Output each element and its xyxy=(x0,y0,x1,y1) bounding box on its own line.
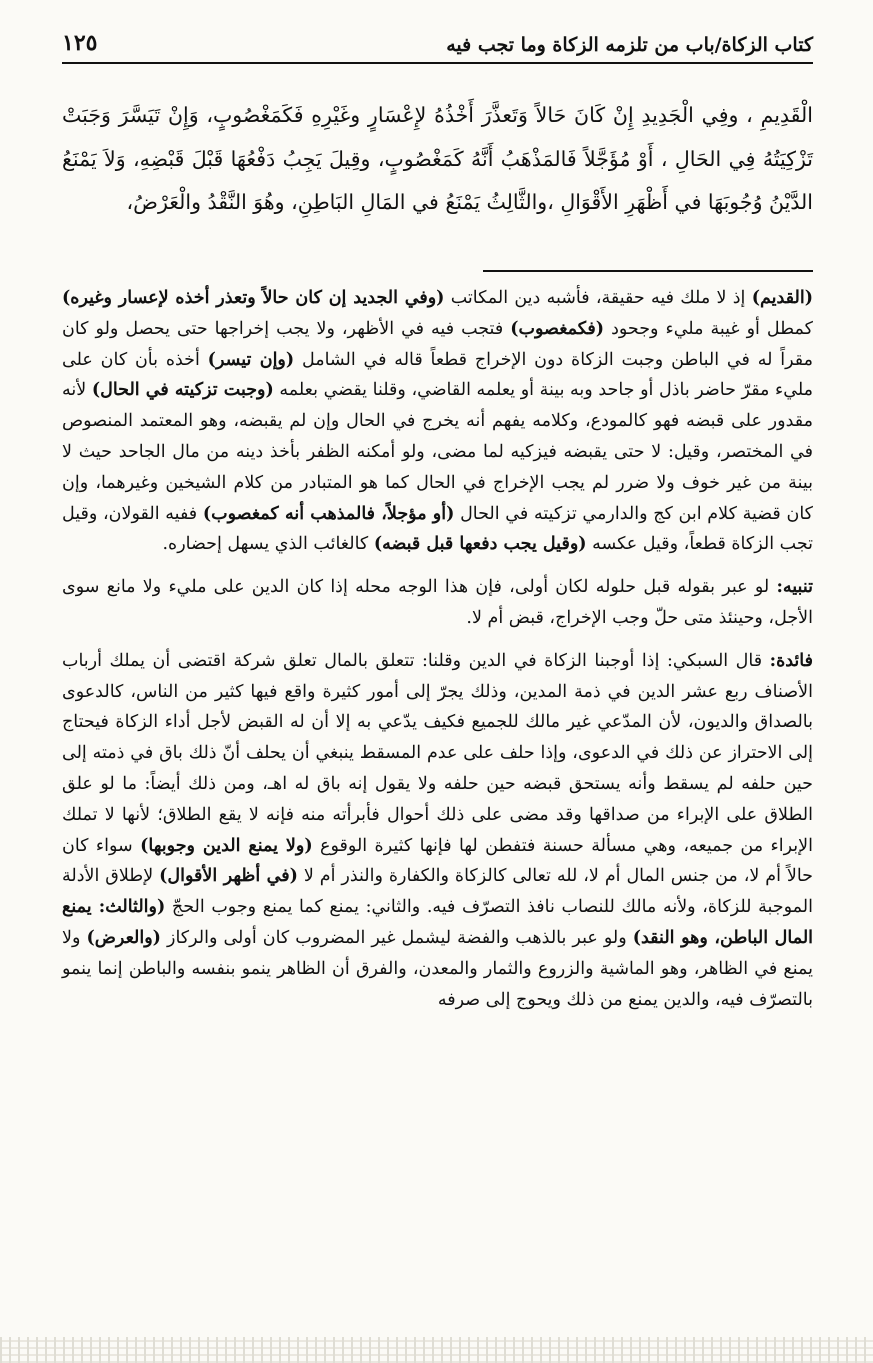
quoted-matn-segment: (وفي الجديد إن كان حالاً وتعذر أخذه لإعسار وغيره) xyxy=(62,288,445,308)
commentary-text-segment: ولا يمنع في الظاهر، وهو الماشية والزروع والثمار والمعدن، والفرق أن الظاهر ينمو بنفسه والباطن إنما ينمو بالتصرّف فيه، والدين يمنع من ذلك ويحوج إلى صرفه xyxy=(62,927,813,1010)
commentary-text-segment: قال السبكي: إذا أوجبنا الزكاة في الدين وقلنا: تتعلق بالمال تعلق شركة اقتضى أن يملك أرباب الأصناف ربع عشر الدين في ذمة المدين، وذلك يجرّ إلى أمور كثيرة واقع فيها كثير من الناس، كالدعوى بالصداق والديون، لأن المدّعي غير مالك للجميع فكيف يدّعي به إلا أن له القبض لأجل أداء الزكاة فيحتاج إلى الاحتراز عن ذلك في الدعوى، وإذا حلف على عدم المسقط ينبغي أن يحلف أنّ ذلك باق في ذمته إلى حين حلفه لم يسقط وأنه يستحق قبضه حين حلفه ولا يقول إنه باق له اهـ، ومن ذلك أيضاً: ما لو علق الطلاق على الإبراء من صداقها وقد مضى على ذلك أحوال فأبرأته منه فإنه لا يقع الطلاق؛ لأنها لا تملك الإبراء من جميعه، وهي مسألة حسنة فتفطن لها فإنها كثيرة الوقوع xyxy=(62,650,813,856)
commentary-text-segment: أخذه بأن كان على مليء مقرّ حاضر باذل أو جاحد وبه بينة أو يعلمه القاضي، وقلنا يقضي بعلمه xyxy=(62,349,813,401)
tanbih-note xyxy=(62,572,813,634)
faida-note xyxy=(62,646,813,1016)
quoted-matn-segment: (والثالث: يمنع المال الباطن، وهو النقد) xyxy=(62,897,814,948)
decorative-border xyxy=(0,1337,873,1363)
quoted-matn-segment: (فكمغصوب) xyxy=(510,318,605,339)
quoted-matn-segment: فائدة: xyxy=(769,650,813,671)
commentary-text-segment: لإطلاق الأدلة الموجبة للزكاة، ولأنه مالك للنصاب نافذ التصرّف فيه. والثاني: يمنع كما يمنع وجوب الحجّ xyxy=(62,866,813,918)
page-number: ١٢٥ xyxy=(62,30,98,56)
running-title: كتاب الزكاة/باب من تلزمه الزكاة وما تجب فيه xyxy=(446,34,813,56)
quoted-matn-segment: (وإن تيسر) xyxy=(207,349,295,370)
separator-rule xyxy=(483,270,813,272)
commentary-text-segment: فتجب فيه في الأظهر، ولا يجب إخراجها حتى يحصل ولو كان مقراً له في الباطن وجبت الزكاة دون الإخراج قطعاً قاله في الشامل xyxy=(62,318,813,370)
quoted-matn-segment: (وقيل يجب دفعها قبل قبضه) xyxy=(373,534,587,555)
quoted-matn-segment: (وجبت تزكيته في الحال) xyxy=(91,380,274,401)
quoted-matn-segment: تنبيه: xyxy=(776,577,813,598)
quoted-matn-segment: (أو مؤجلاً، فالمذهب أنه كمغصوب) xyxy=(202,503,455,524)
commentary-text-segment: كالغائب الذي يسهل إحضاره. xyxy=(162,534,374,555)
main-text: الْقَدِيمِ ، وفِي الْجَدِيدِ إِنْ كَانَ حَالاً وَتَعذَّرَ أَخْذُهُ لإِعْسَارٍ وغَيْرِهِ فَكَمَغْصُوبٍ، وَإِنْ تَيَسَّرَ وَجَبَتْ تَزْكِيَتُهُ فِي الحَالِ ، أَوْ مُؤَجَّلاً فَالمَذْهَبُ أَنَّهُ كَمَغْصُوبٍ، وقِيلَ يَجِبُ دَفْعُهَا قَبْلَ قَبْضِهِ، وَلاَ يَمْنَعُ الدَّيْنُ وُجُوبَهَا في أَظْهَرِ الأَقْوَالِ ،والثَّالِثُ يَمْنَعُ في المَالِ البَاطِنِ، وهُوَ النَّقْدُ والْعَرْضُ، xyxy=(62,103,813,214)
commentary-text-segment: لأنه مقدور على قبضه فهو كالمودع، وكلامه يفهم أنه يخرج في الحال وإن لم يقبضه، وهو المعتمد المنصوص في المختصر، وقيل: لا حتى يقبضه فيزكيه لما مضى، ولو أمكنه الظفر بأخذ دينه من مال الجاحد حيث لا بينة من غير خوف ولا ضرر لم يجب الإخراج في الحال كما هو المتبادر من كلام الشيخين وغيرهما، وإن كان قضية كلام ابن كج والدارمي تزكيته في الحال xyxy=(62,380,813,524)
commentary-text-segment: كمطل أو غيبة مليء وجحود xyxy=(604,318,813,339)
quoted-matn-segment: (في أظهر الأقوال) xyxy=(159,866,298,887)
quoted-matn-segment: (ولا يمنع الدين وجوبها) xyxy=(140,835,313,856)
quoted-matn-segment: (القديم) xyxy=(751,288,813,308)
commentary-paragraph-1 xyxy=(62,283,813,560)
commentary-text-segment: سواء كان حالاً أم لا، من جنس المال أم لا، لله تعالى كالزكاة والكفارة والنذر أم لا xyxy=(62,835,814,887)
page-header xyxy=(62,22,813,64)
quoted-matn-segment: (والعرض) xyxy=(86,927,161,948)
commentary-text-segment: لو عبر بقوله قبل حلوله لكان أولى، فإن هذا الوجه محله إذا كان الدين على مليء ولا مانع سوى الأجل، وحينئذ متى حلّ وجب الإخراج، قبض أم لا. xyxy=(62,577,813,628)
commentary-text-segment: ففيه القولان، وقيل تجب الزكاة قطعاً، وقيل عكسه xyxy=(62,503,813,555)
commentary xyxy=(62,283,813,1015)
commentary-text-segment: ولو عبر بالذهب والفضة ليشمل غير المضروب كان أولى والركاز xyxy=(160,927,633,948)
commentary-text-segment: إذ لا ملك فيه حقيقة، فأشبه دين المكاتب xyxy=(444,288,752,308)
